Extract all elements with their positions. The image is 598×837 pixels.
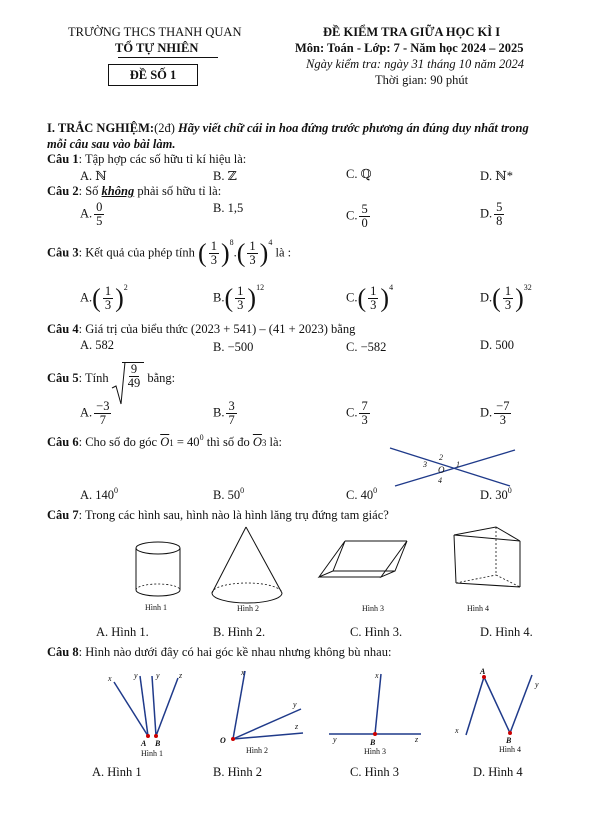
exam-title: ĐỀ KIỂM TRA GIỮA HỌC KÌ I [323, 25, 501, 39]
q7-option-c: C. Hình 3. [350, 625, 403, 639]
q1-option-c: C. ℚ [346, 167, 372, 181]
q8-option-c: C. Hình 3 [350, 765, 399, 779]
q8-option-d: D. Hình 4 [473, 765, 523, 779]
question-3: Câu 3: Kết quả của phép tính ( $\frac{1}{3}$ )$^8$.( $\frac{1}{3}$ )$^4$ là : [47, 238, 292, 268]
exam-time: Thời gian: 90 phút [375, 73, 469, 87]
sqrt-sign-icon [112, 360, 126, 406]
q4-option-d: D. 500 [480, 338, 515, 352]
section-title: I. TRẮC NGHIỆM: [47, 121, 155, 135]
q5-label: Câu 5 [47, 371, 79, 385]
q8-caption-1: Hình 1 [141, 749, 163, 758]
section-instruction: Hãy viết chữ cái in hoa đứng trước phương án đúng duy nhất trong [178, 121, 529, 135]
svg-text:y: y [134, 671, 138, 680]
question-4: Câu 4: Giá trị của biểu thức (2023 + 541) – (41 + 2023) bằng [47, 322, 356, 336]
q4-option-b: B. −500 [213, 340, 254, 354]
q3-option-c: C.( $\frac{1}{3}$ )$^4$ [346, 283, 394, 313]
prism-figure [315, 535, 415, 615]
school-name: TRƯỜNG THCS THANH QUAN [68, 25, 242, 39]
q7-option-b: B. Hình 2. [213, 625, 266, 639]
q1-text: : Tập hợp các số hữu tỉ kí hiệu là: [78, 152, 247, 166]
q5-option-a: A. $\frac{-3}{7}$ [80, 399, 110, 428]
question-6: Câu 6: Cho số đo góc $\overline{O}1 = 40^0$ thì số đo $\overline{O}3$ là: [47, 433, 283, 449]
group-name: TỔ TỰ NHIÊN [115, 41, 199, 55]
section-heading [47, 121, 529, 136]
q4-option-a: A. 582 [80, 338, 115, 352]
q6-figure [390, 448, 520, 488]
q8-caption-3: Hình 3 [364, 747, 386, 756]
q8-figure-2 [215, 665, 315, 760]
q6-label: Câu 6 [47, 435, 79, 449]
question-1 [47, 152, 246, 167]
cylinder-figure [130, 540, 190, 615]
q8-option-a: A. Hình 1 [92, 765, 142, 779]
q8-caption-4: Hình 4 [499, 745, 521, 754]
svg-text:z: z [295, 722, 299, 731]
q3-label: Câu 3 [47, 245, 79, 260]
q7-option-d: D. Hình 4. [480, 625, 533, 639]
q1-option-a: A. ℕ [80, 169, 107, 183]
q6-label-2: 2 [439, 453, 443, 462]
q1-label: Câu 1 [47, 152, 79, 166]
q3-option-a: A.( $\frac{1}{3}$ )$^2$ [80, 283, 128, 313]
q7-caption-4: Hình 4 [467, 604, 489, 613]
svg-text:O: O [220, 736, 226, 745]
q2-keyword: không [101, 184, 135, 198]
svg-text:B: B [506, 736, 512, 745]
svg-text:z: z [179, 671, 183, 680]
exam-date: Ngày kiểm tra: ngày 31 tháng 10 năm 2024 [306, 57, 525, 71]
svg-text:x: x [455, 726, 459, 735]
svg-text:x: x [375, 671, 379, 680]
q6-label-1: 1 [456, 460, 460, 469]
question-8: Câu 8: Hình nào dưới đây có hai góc kề nhau nhưng không bù nhau: [47, 645, 392, 659]
q2-label: Câu 2 [47, 184, 79, 198]
q7-caption-1: Hình 1 [145, 603, 167, 612]
exam-subject: Môn: Toán - Lớp: 7 - Năm học 2024 – 2025 [295, 41, 524, 55]
section-points: (2đ) [154, 121, 175, 135]
q3-option-b: B.( $\frac{1}{3}$ )$^{12}$ [213, 283, 265, 313]
q5-option-d: D. $\frac{-7}{3}$ [480, 399, 510, 428]
q7-caption-2: Hình 2 [237, 604, 259, 613]
exam-code-box: ĐỀ SỐ 1 [108, 64, 198, 86]
q1-option-d: D. ℕ* [480, 169, 513, 183]
q3-option-d: D.( $\frac{1}{3}$ )$^{32}$ [480, 283, 532, 313]
q5-option-c: C. $\frac{7}{3}$ [346, 399, 368, 428]
q6-label-O: O [438, 465, 445, 475]
q4-option-c: C. −582 [346, 340, 387, 354]
svg-text:A: A [141, 739, 147, 748]
svg-text:B: B [370, 738, 376, 747]
svg-text:y: y [156, 671, 160, 680]
q7-caption-3: Hình 3 [362, 604, 384, 613]
q8-caption-2: Hình 2 [246, 746, 268, 755]
question-2 [47, 184, 221, 199]
group-underline [118, 57, 218, 58]
q4-label: Câu 4 [47, 322, 79, 336]
q2-option-c: C. $\frac{5}{0}$ [346, 202, 368, 231]
q8-option-b: B. Hình 2 [213, 765, 262, 779]
q7-label: Câu 7 [47, 508, 79, 522]
prism-figure-2 [450, 525, 530, 615]
svg-text:y: y [333, 735, 337, 744]
q5-sqrt: $\frac{9}{49}$ [112, 368, 145, 390]
svg-text:x: x [241, 668, 245, 677]
q2-option-b: B. 1,5 [213, 201, 244, 215]
svg-text:z: z [415, 735, 419, 744]
svg-text:x: x [108, 674, 112, 683]
svg-text:y: y [535, 680, 539, 689]
q6-label-3: 3 [423, 460, 427, 469]
q8-figure-1 [100, 668, 195, 763]
q6-option-b: B. $50^0$ [213, 486, 245, 502]
svg-text:A: A [480, 667, 486, 676]
question-5: Câu 5: Tính $\frac{9}{49}$ bằng: [47, 368, 175, 390]
q2-option-d: D. $\frac{5}{8}$ [480, 200, 503, 229]
q1-option-b: B. ℤ [213, 169, 237, 183]
q6-label-4: 4 [438, 476, 442, 485]
section-instruction-2: mỗi câu sau vào bài làm. [47, 137, 176, 151]
q2-option-a: A. $\frac{0}{5}$ [80, 200, 103, 229]
q8-figure-4 [450, 665, 550, 760]
q8-figure-3 [325, 668, 425, 760]
q2-pre: : Số [78, 184, 102, 198]
q2-post: phải số hữu tỉ là: [134, 184, 222, 198]
q5-option-b: B. $\frac{3}{7}$ [213, 399, 235, 428]
q8-label: Câu 8 [47, 645, 79, 659]
q7-option-a: A. Hình 1. [96, 625, 149, 639]
q6-line-1 [390, 448, 510, 486]
svg-text:B: B [155, 739, 161, 748]
q6-option-d: D. $30^0$ [480, 486, 512, 502]
cone-figure [208, 525, 293, 615]
question-7: Câu 7: Trong các hình sau, hình nào là hình lăng trụ đứng tam giác? [47, 508, 389, 522]
svg-text:y: y [293, 700, 297, 709]
q6-option-c: C. $40^0$ [346, 486, 378, 502]
q6-option-a: A. $140^0$ [80, 486, 119, 502]
